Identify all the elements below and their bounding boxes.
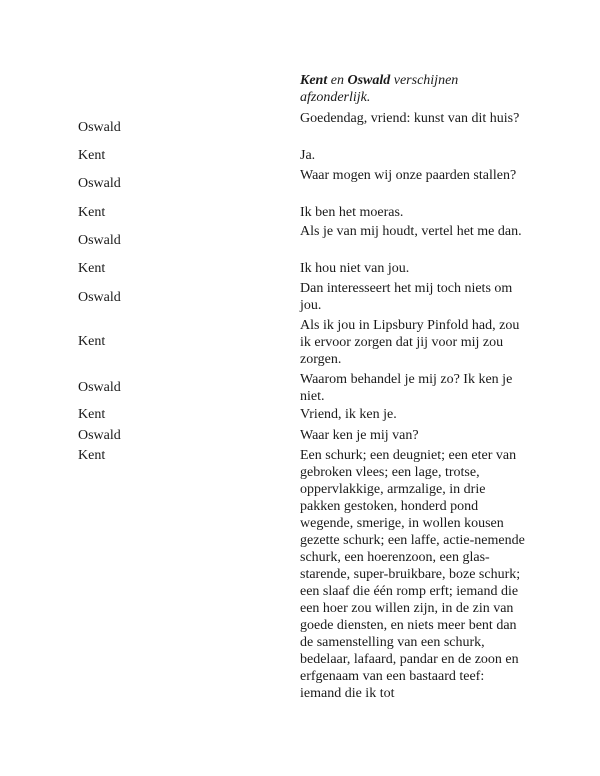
speech-text: Als je van mij houdt, vertel het me dan. <box>300 224 522 239</box>
speaker-name: Kent <box>78 205 106 220</box>
speaker-name: Oswald <box>78 120 121 135</box>
stage-direction-text: verschijnen afzonderlijk. <box>300 73 459 105</box>
speech-text: Waar mogen wij onze paarden stallen? <box>300 168 517 183</box>
speech-text: Als ik jou in Lipsbury Pinfold had, zou ik ervoor zorgen dat jij voor mij zou zorgen. <box>300 318 520 367</box>
speech-text: Waar ken je mij van? <box>300 428 419 443</box>
speaker-name: Oswald <box>78 176 121 191</box>
stage-direction-conjunction: en <box>330 73 344 88</box>
speech-text: Dan interesseert het mij toch niets om jou. <box>300 281 513 313</box>
stage-direction-name-2: Oswald <box>347 73 391 88</box>
speaker-name: Oswald <box>78 290 121 305</box>
speaker-name: Kent <box>78 261 106 276</box>
speech-text: Een schurk; een deugniet; een eter van gebroken vlees; een lage, trotse, oppervlakkige, armzalige, in drie pakken gestoken, honderd pond wegende, smerige, in wollen kousen gezette schurk; een laffe, actie-nemende schurk, een hoerenzoon, een glas-starende, super-bruikbare, boze schurk; een slaaf die één romp erft; iemand die een hoer zou willen zijn, in de zin van goede diensten, en niets meer bent dan de samenstelling van een schurk, bedelaar, lafaard, pandar en de zoon en erfgenaam van een bastaard teef: iemand die ik tot <box>300 448 525 701</box>
speech-text: Goedendag, vriend: kunst van dit huis? <box>300 111 520 126</box>
speaker-name: Oswald <box>78 233 121 248</box>
speaker-name: Kent <box>78 448 106 463</box>
speaker-name: Oswald <box>78 428 121 443</box>
speech-text: Ik hou niet van jou. <box>300 261 410 276</box>
speaker-name: Kent <box>78 407 106 422</box>
stage-direction-name-1: Kent <box>300 73 328 88</box>
speaker-name: Kent <box>78 148 106 163</box>
stage-direction <box>300 72 530 106</box>
speaker-name: Oswald <box>78 380 121 395</box>
speech-text: Ja. <box>300 148 316 163</box>
speaker-name: Kent <box>78 334 106 349</box>
speech-text: Vriend, ik ken je. <box>300 407 397 422</box>
speech-text: Waarom behandel je mij zo? Ik ken je niet. <box>300 372 513 404</box>
speech-text: Ik ben het moeras. <box>300 205 404 220</box>
